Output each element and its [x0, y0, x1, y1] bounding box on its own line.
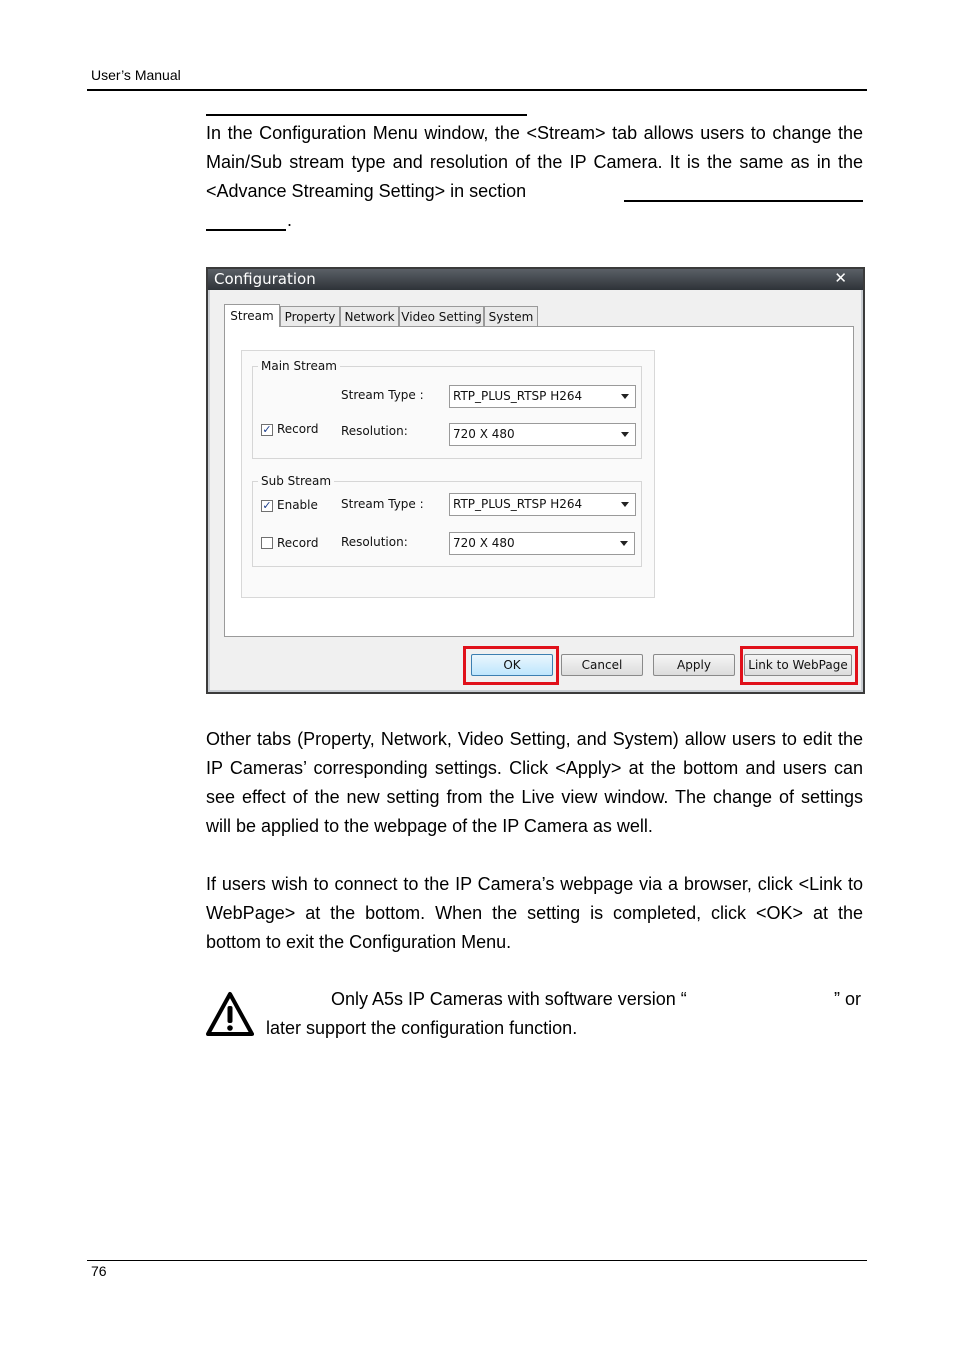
dialog-body	[208, 290, 863, 692]
sub-stream-type-select[interactable]	[449, 493, 636, 516]
configuration-dialog	[206, 267, 865, 694]
main-stream-type-select[interactable]	[449, 385, 636, 408]
chevron-down-icon	[621, 394, 629, 399]
note-line2: later support the configuration function.	[266, 1018, 578, 1038]
link-to-webpage-button[interactable]: Link to WebPage	[744, 654, 852, 676]
sub-resolution-select[interactable]	[449, 532, 635, 555]
main-resolution-label: Resolution:	[341, 424, 408, 438]
stream-tab-panel	[224, 326, 854, 637]
sub-stream-type-value: RTP_PLUS_RTSP H264	[453, 497, 583, 511]
apply-button[interactable]: Apply	[653, 654, 735, 676]
sub-resolution-value: 720 X 480	[453, 536, 515, 550]
main-stream-group	[252, 359, 642, 459]
cancel-button[interactable]: Cancel	[561, 654, 643, 676]
chevron-down-icon	[620, 541, 628, 546]
blank-heading-line	[206, 114, 527, 116]
tab-system[interactable]: System	[484, 306, 538, 326]
footer-rule	[87, 1260, 867, 1261]
main-stream-type-label: Stream Type :	[341, 388, 424, 402]
sub-stream-title: Sub Stream	[258, 474, 334, 488]
dialog-titlebar	[208, 269, 863, 290]
header-rule	[87, 89, 867, 91]
main-resolution-value: 720 X 480	[453, 427, 515, 441]
main-record-checkbox[interactable]: ✓	[262, 423, 272, 436]
other-tabs-paragraph: Other tabs (Property, Network, Video Setting, and System) allow users to edit the IP Cameras’ corresponding settings. Click <Apply> at the bottom and users can see effect of the new setting from the Live view window. The change of settings will be applied to the webpage of the IP Camera as well.	[206, 729, 863, 836]
intro-paragraph	[206, 119, 863, 206]
main-stream-type-value: RTP_PLUS_RTSP H264	[453, 389, 583, 403]
tab-network[interactable]: Network	[340, 306, 399, 326]
ok-button[interactable]: OK	[471, 654, 553, 676]
main-stream-title: Main Stream	[258, 359, 340, 373]
warning-icon	[206, 991, 254, 1037]
tab-stream[interactable]: Stream	[224, 304, 280, 327]
page-number: 76	[91, 1263, 107, 1279]
stream-settings-area	[241, 350, 655, 598]
link-button-highlight	[740, 646, 858, 685]
blank-section-ref-line-2	[206, 229, 286, 231]
running-header: User’s Manual	[91, 67, 181, 83]
sub-stream-type-label: Stream Type :	[341, 497, 424, 511]
sub-enable-label: Enable	[277, 498, 318, 512]
blank-section-ref-line	[624, 200, 863, 202]
main-resolution-select[interactable]	[449, 423, 636, 446]
link-webpage-paragraph: If users wish to connect to the IP Camera’s webpage via a browser, click <Link to WebPage> at the bottom. When the setting is completed, click <OK> at the bottom to exit the Configuration Menu.	[206, 874, 863, 952]
chevron-down-icon	[621, 502, 629, 507]
dialog-title: Configuration	[214, 270, 316, 288]
sub-record-checkbox[interactable]	[261, 537, 273, 549]
note-line1-end: ” or	[834, 989, 861, 1009]
intro-tail: .	[287, 210, 293, 230]
note-line1-start: Only A5s IP Cameras with software version “	[331, 989, 687, 1009]
close-icon[interactable]: ✕	[834, 269, 847, 287]
sub-enable-checkbox[interactable]: ✓	[262, 499, 272, 512]
ok-button-highlight	[463, 646, 559, 685]
sub-resolution-label: Resolution:	[341, 535, 408, 549]
chevron-down-icon	[621, 432, 629, 437]
sub-record-label: Record	[277, 536, 319, 550]
intro-text: In the Configuration Menu window, the <Stream> tab allows users to change the Main/Sub stream type and resolution of the IP Camera. It is the same as in the <Advance Streaming Setting> in section	[206, 123, 863, 201]
sub-stream-group	[252, 474, 642, 567]
main-record-label: Record	[277, 422, 319, 436]
tab-property[interactable]: Property	[280, 306, 340, 326]
tab-video-setting[interactable]: Video Setting	[399, 306, 484, 326]
